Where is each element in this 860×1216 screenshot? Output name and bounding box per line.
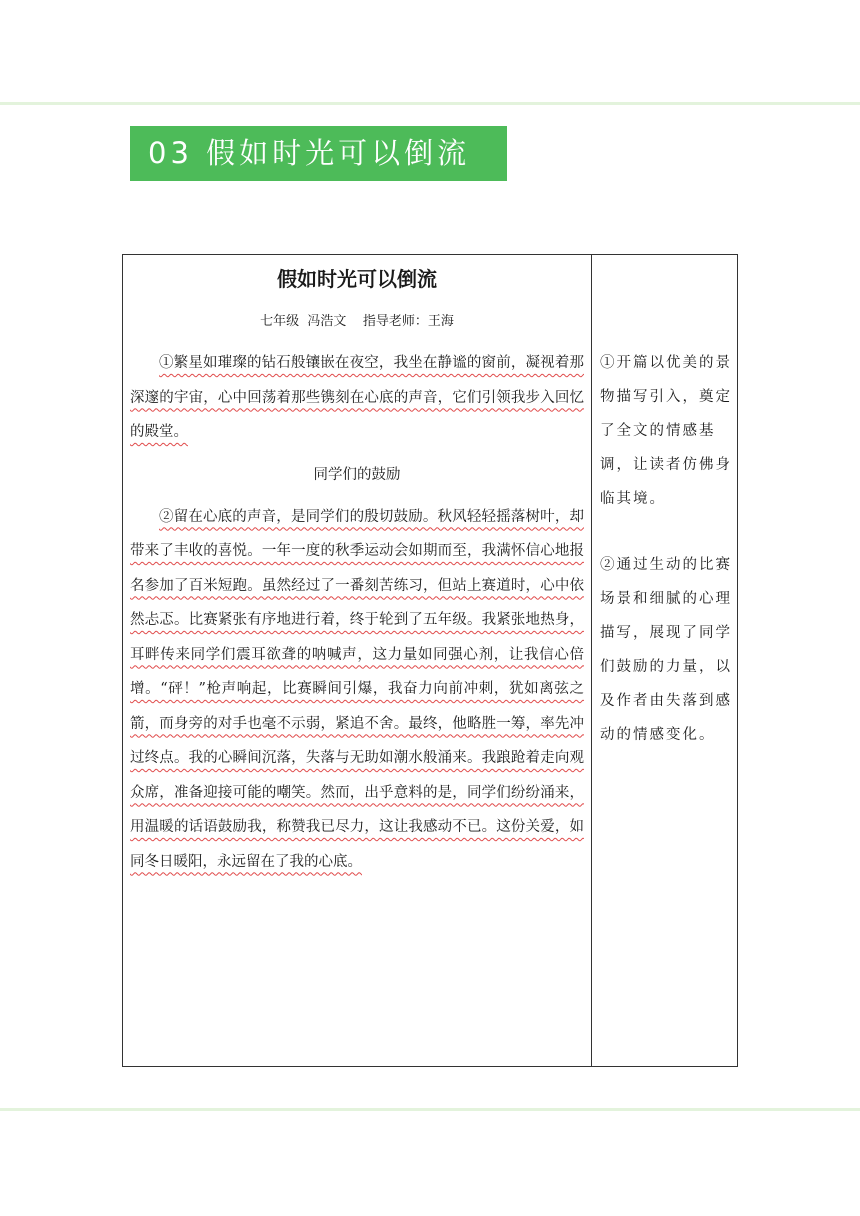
top-divider <box>0 102 860 105</box>
essay-title: 假如时光可以倒流 <box>277 267 437 291</box>
essay-column <box>130 262 584 879</box>
section-banner: 03 假如时光可以倒流 <box>130 126 507 181</box>
essay-paragraph-1 <box>130 346 584 450</box>
essay-subheading: 同学们的鼓励 <box>313 466 401 483</box>
annotation-2: ②通过生动的比赛场景和细腻的心理描写，展现了同学们鼓励的力量，以及作者由失落到感动的情感变化。 <box>600 557 732 743</box>
paragraph-2-text: ②留在心底的声音，是同学们的殷切鼓励。秋风轻轻摇落树叶，却带来了丰收的喜悦。一年一度的秋季运动会如期而至，我满怀信心地报名参加了百米短跑。虽然经过了一番刻苦练习，但站上赛道时，心中依然忐忑。比赛紧张有序地进行着，终于轮到了五年级。我紧张地热身，耳畔传来同学们震耳欲聋的呐喊声，这力量如同强心剂，让我信心倍增。“砰！”枪声响起，比赛瞬间引爆，我奋力向前冲刺，犹如离弦之箭，而身旁的对手也毫不示弱，紧追不舍。最终，他略胜一筹，率先冲过终点。我的心瞬间沉落，失落与无助如潮水般涌来。我踉跄着走向观众席，准备迎接可能的嘲笑。然而，出乎意料的是，同学们纷纷涌来，用温暖的话语鼓励我，称赞我已尽力，这让我感动不已。这份关爱，如同冬日暖阳，永远留在了我的心底。 <box>130 508 584 870</box>
essay-byline: 七年级 冯浩文 指导老师：王海 <box>260 314 454 329</box>
column-divider <box>591 254 592 1067</box>
bottom-divider <box>0 1108 860 1111</box>
paragraph-1-text: ①繁星如璀璨的钻石般镶嵌在夜空，我坐在静谧的窗前，凝视着那深邃的宇宙，心中回荡着那些镌刻在心底的声音，它们引领我步入回忆的殿堂。 <box>130 355 584 440</box>
essay-paragraph-2 <box>130 500 584 880</box>
annotation-1: ①开篇以优美的景物描写引入，奠定了全文的情感基调，让读者仿佛身临其境。 <box>600 355 732 507</box>
